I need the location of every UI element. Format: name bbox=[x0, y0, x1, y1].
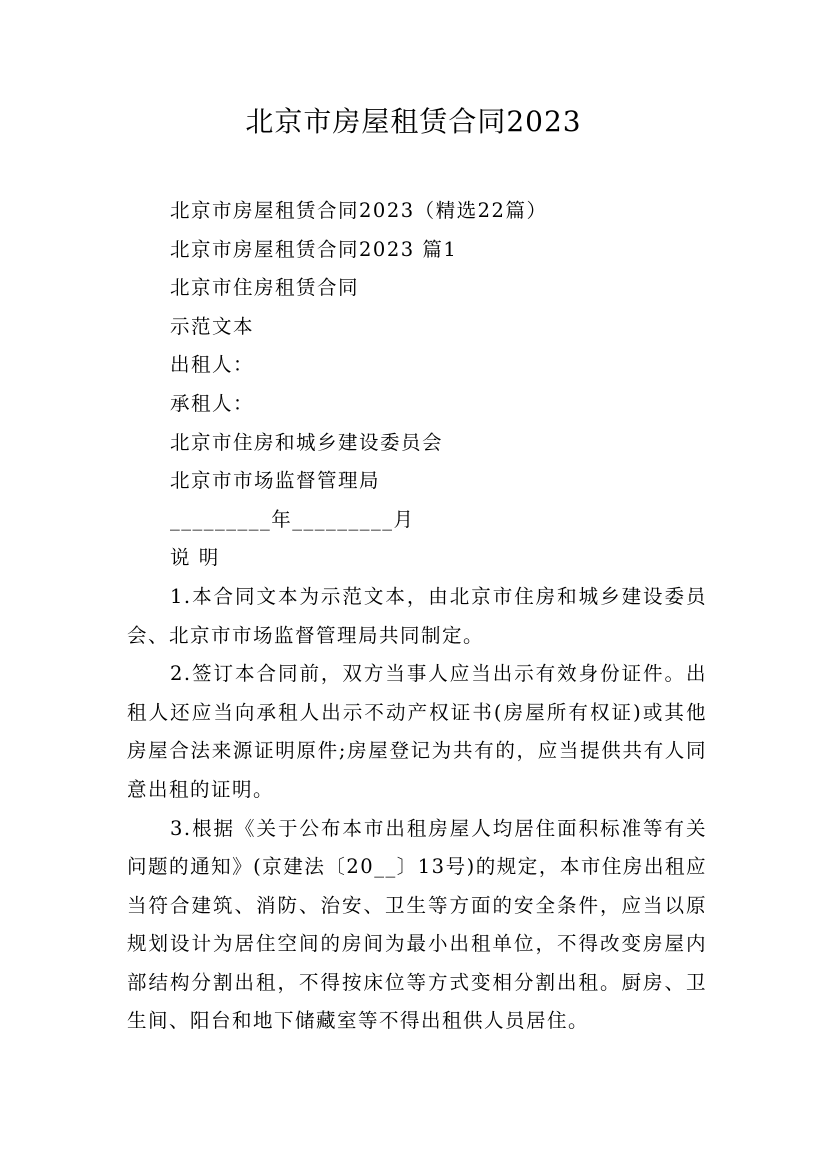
issuer-line-2: 北京市市场监督管理局 bbox=[170, 469, 381, 493]
instruction-paragraph-1: 1.本合同文本为示范文本，由北京市住房和城乡建设委员会、北京市市场监督管理局共同制定。 bbox=[127, 584, 707, 647]
lessor-line: 出租人： bbox=[170, 353, 255, 377]
contract-name: 北京市住房租赁合同 bbox=[170, 276, 360, 300]
document-body bbox=[127, 192, 707, 1041]
contract-type: 示范文本 bbox=[170, 314, 255, 338]
subtitle-line: 北京市房屋租赁合同2023（精选22篇） bbox=[170, 199, 548, 222]
document-title: 北京市房屋租赁合同2023 bbox=[245, 105, 582, 138]
lessee-line: 承租人： bbox=[170, 391, 255, 415]
instruction-paragraph-2: 2.签订本合同前，双方当事人应当出示有效身份证件。出租人还应当向承租人出示不动产权证书(房屋所有权证)或其他房屋合法来源证明原件;房屋登记为共有的，应当提供共有人同意出租的证明。 bbox=[127, 662, 707, 801]
instructions-heading: 说 明 bbox=[170, 546, 220, 570]
issuer-line-1: 北京市住房和城乡建设委员会 bbox=[170, 430, 444, 454]
section-heading: 北京市房屋租赁合同2023 篇1 bbox=[170, 237, 458, 261]
date-line: _________年_________月 bbox=[170, 507, 415, 531]
instruction-paragraph-3: 3.根据《关于公布本市出租房屋人均居住面积标准等有关问题的通知》(京建法〔20__〕13号)的规定，本市住房出租应当符合建筑、消防、治安、卫生等方面的安全条件，应当以原规划设计为居住空间的房间为最小出租单位，不得改变房屋内部结构分割出租，不得按床位等方式变相分割出租。厨房、卫生间、阳台和地下储藏室等不得出租供人员居住。 bbox=[127, 816, 707, 1033]
